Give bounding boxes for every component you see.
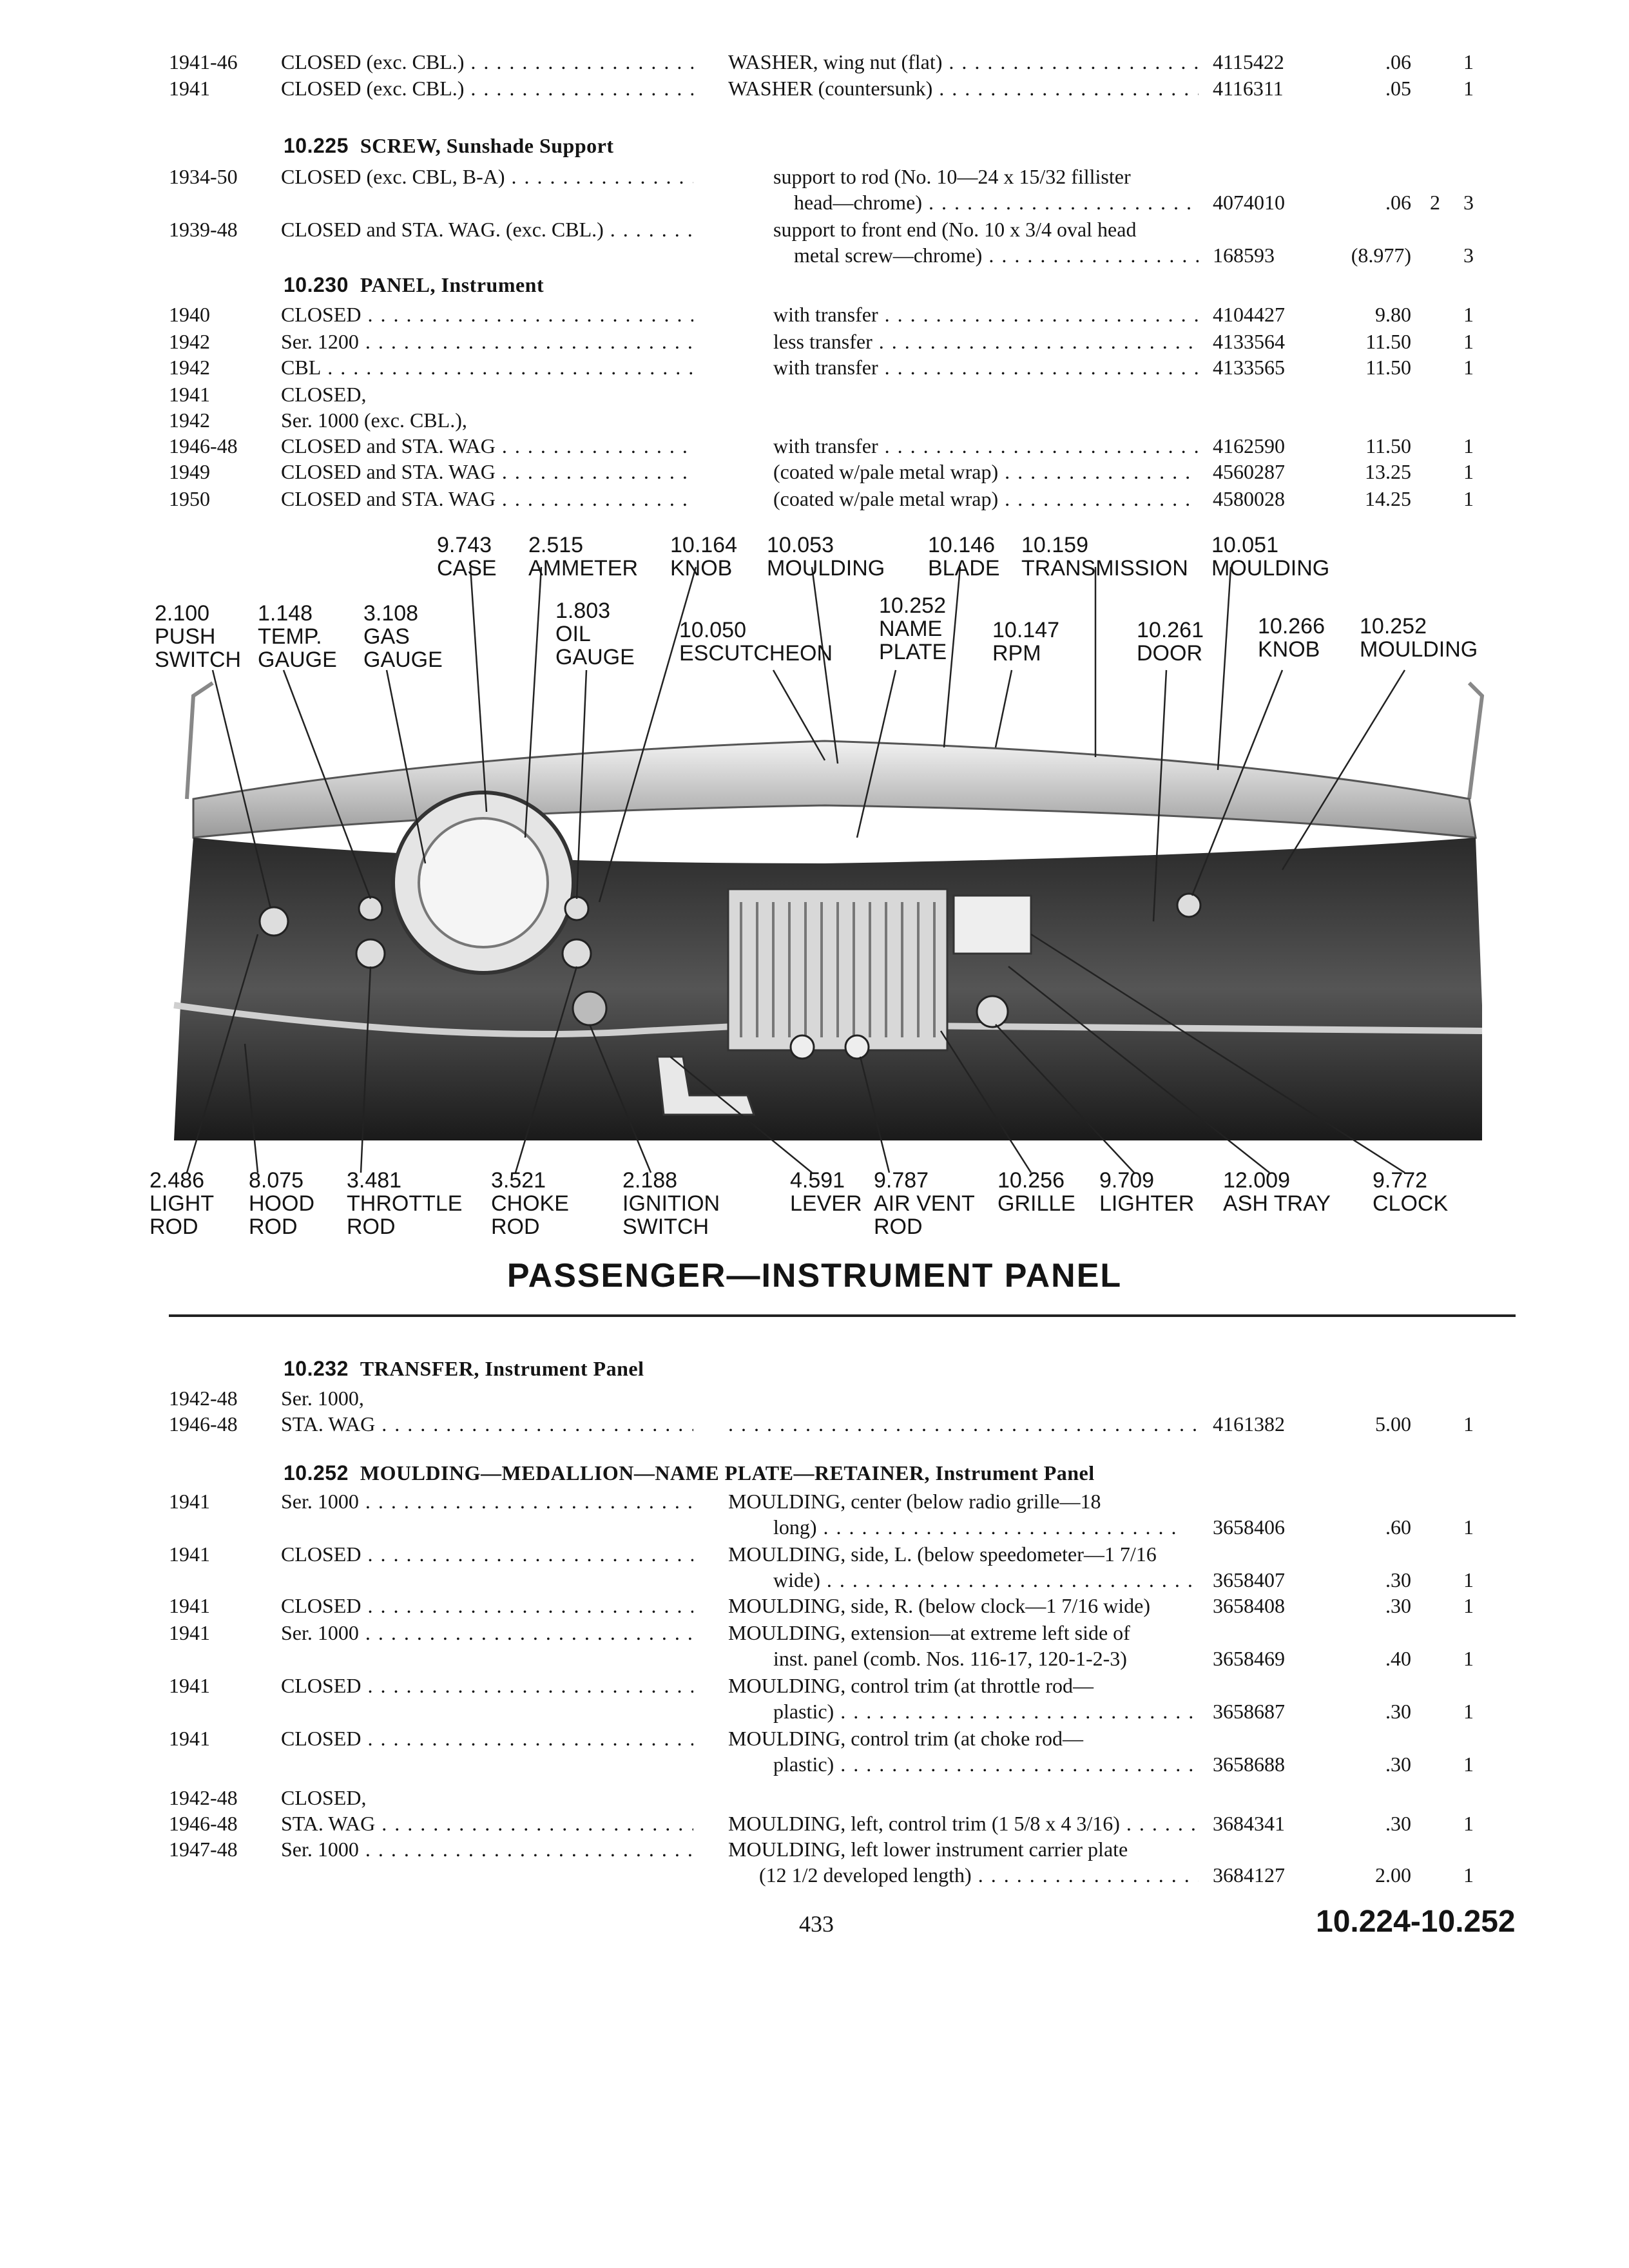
section-heading: 10.230 PANEL, Instrument	[284, 273, 545, 296]
parts-row: 1946-48 STA. WAG . . . MOULDING, left, control trim (1 5/8 x 4 3/16) . . . 3684341 .30 1	[0, 1809, 1629, 1838]
divider-rule	[169, 1314, 1516, 1317]
callout-case: 9.743 CASE	[437, 533, 497, 581]
parts-row: 1934-50 CLOSED (exc. CBL, B-A) . . . support to rod (No. 10—24 x 15/32 fillister	[0, 162, 1629, 191]
air-vent-knob	[791, 1035, 814, 1059]
oil-gauge	[565, 897, 588, 920]
parts-row: 1942-48 Ser. 1000,	[169, 1387, 364, 1410]
parts-row: 1941 CLOSED . . . MOULDING, side, R. (below clock—1 7/16 wide) 3658408 .30 1	[0, 1591, 1629, 1620]
callout-light-rod: 2.486 LIGHT ROD	[149, 1168, 215, 1239]
figure-title: PASSENGER—INSTRUMENT PANEL	[506, 1257, 1123, 1294]
lighter	[977, 996, 1008, 1027]
callout-ash-tray: 12.009 ASH TRAY	[1223, 1168, 1331, 1216]
parts-row: 1940 CLOSED . . . with transfer . . . 4104427 9.80 1	[0, 300, 1629, 329]
page-number: 433	[799, 1911, 834, 1937]
callout-oil-gauge: 1.803 OIL GAUGE	[555, 599, 635, 669]
callout-rpm: 10.147 RPM	[992, 618, 1059, 666]
parts-row: inst. panel (comb. Nos. 116-17, 120-1-2-3) 3658469 .40 1	[773, 1647, 1474, 1670]
parts-row: 1941 CLOSED,	[169, 383, 367, 406]
callout-knob: 10.266 KNOB	[1258, 614, 1325, 662]
parts-row: 1941 Ser. 1000 . . . MOULDING, center (below radio grille—18	[0, 1487, 1629, 1515]
page-range: 10.224-10.252	[1316, 1905, 1516, 1939]
callout-gas-gauge: 3.108 GAS GAUGE	[363, 601, 443, 672]
parts-row: 1942 Ser. 1200 . . . less transfer . . . 4133564 11.50 1	[0, 327, 1629, 356]
temp-gauge	[359, 897, 382, 920]
callout-moulding: 10.051 MOULDING	[1211, 533, 1330, 581]
callout-transmission: 10.159 TRANSMISSION	[1021, 533, 1188, 581]
parts-row: 1939-48 CLOSED and STA. WAG. (exc. CBL.) . . . support to front end (No. 10 x 3/4 oval head	[0, 215, 1629, 244]
callout-temp-gauge: 1.148 TEMP. GAUGE	[258, 601, 337, 672]
parts-row: metal screw—chrome) . . . 168593 (8.977) 3	[0, 241, 1629, 269]
top-moulding	[193, 741, 1476, 838]
parts-row: 1949 CLOSED and STA. WAG . . . (coated w/pale metal wrap) . . . 4560287 13.25 1	[0, 457, 1629, 486]
parts-row: head—chrome) . . . 4074010 .06 2 3	[0, 188, 1629, 216]
parts-row: 1941-46 CLOSED (exc. CBL.) . . . WASHER, wing nut (flat) . . . 4115422 .06 1	[0, 48, 1629, 76]
parts-row: 1947-48 Ser. 1000 . . . MOULDING, left lower instrument carrier plate	[0, 1835, 1629, 1863]
callout-ignition-switch: 2.188 IGNITION SWITCH	[622, 1168, 720, 1239]
callout-door: 10.261 DOOR	[1137, 618, 1204, 666]
parts-row: 1946-48 STA. WAG . . . . . . 4161382 5.00 1	[0, 1410, 1629, 1438]
ignition-switch	[573, 992, 606, 1025]
callout-grille: 10.256 GRILLE	[998, 1168, 1075, 1216]
door-knob	[1177, 894, 1200, 917]
callout-ammeter: 2.515 AMMETER	[528, 533, 638, 581]
parts-row: 1941 CLOSED . . . MOULDING, side, L. (below speedometer—1 7/16	[0, 1540, 1629, 1568]
parts-row: 1946-48 CLOSED and STA. WAG . . . with transfer . . . 4162590 11.50 1	[0, 432, 1629, 460]
callout-knob: 10.164 KNOB	[670, 533, 737, 581]
parts-row: 1941 Ser. 1000 . . . MOULDING, extension—at extreme left side of	[0, 1619, 1629, 1647]
callout-lighter: 9.709 LIGHTER	[1099, 1168, 1195, 1216]
callout-moulding: 10.053 MOULDING	[767, 533, 885, 581]
callout-throttle-rod: 3.481 THROTTLE ROD	[347, 1168, 463, 1239]
callout-moulding: 10.252 MOULDING	[1360, 614, 1478, 662]
parts-row: plastic) . . . 3658688 .30 1	[0, 1750, 1629, 1778]
callout-escutcheon: 10.050 ESCUTCHEON	[679, 618, 833, 666]
callout-name-plate: 10.252 NAME PLATE	[879, 593, 947, 664]
air-vent-knob	[845, 1035, 869, 1059]
parts-row: plastic) . . . 3658687 .30 1	[0, 1697, 1629, 1725]
parts-row: (12 1/2 developed length) . . . 3684127 2.00 1	[0, 1861, 1629, 1889]
callout-hood-rod: 8.075 HOOD ROD	[249, 1168, 314, 1239]
parts-row: long) . . . 3658406 .60 1	[0, 1513, 1629, 1541]
section-heading: 10.225 SCREW, Sunshade Support	[284, 134, 614, 157]
callout-push-switch: 2.100 PUSH SWITCH	[155, 601, 242, 672]
push-switch-knob	[260, 907, 288, 936]
speedometer-face	[419, 818, 548, 947]
clock	[954, 896, 1031, 954]
parts-row: 1942 Ser. 1000 (exc. CBL.),	[169, 408, 467, 432]
parts-row: wide) . . . 3658407 .30 1	[0, 1566, 1629, 1594]
callout-choke-rod: 3.521 CHOKE ROD	[491, 1168, 569, 1239]
parts-row: 1941 CLOSED . . . MOULDING, control trim (at throttle rod—	[0, 1671, 1629, 1700]
callout-clock: 9.772 CLOCK	[1373, 1168, 1449, 1216]
parts-row: 1941 CLOSED (exc. CBL.) . . . WASHER (countersunk) . . . 4116311 .05 1	[0, 74, 1629, 102]
callout-blade: 10.146 BLADE	[928, 533, 1000, 581]
parts-row: 1941 CLOSED . . . MOULDING, control trim (at choke rod—	[0, 1724, 1629, 1753]
throttle-knob	[356, 939, 385, 968]
choke-knob	[563, 939, 591, 968]
callout-lever: 4.591 LEVER	[790, 1168, 862, 1216]
parts-row: 1942-48 CLOSED,	[169, 1786, 367, 1809]
parts-row: 1942 CBL . . . with transfer . . . 4133565 11.50 1	[0, 353, 1629, 381]
callout-air-vent-rod: 9.787 AIR VENT ROD	[874, 1168, 975, 1239]
section-heading: 10.232 TRANSFER, Instrument Panel	[284, 1357, 644, 1380]
section-heading: 10.252 MOULDING—MEDALLION—NAME PLATE—RETAINER, Instrument Panel	[284, 1461, 1095, 1485]
parts-row: 1950 CLOSED and STA. WAG . . . (coated w/pale metal wrap) . . . 4580028 14.25 1	[0, 485, 1629, 513]
